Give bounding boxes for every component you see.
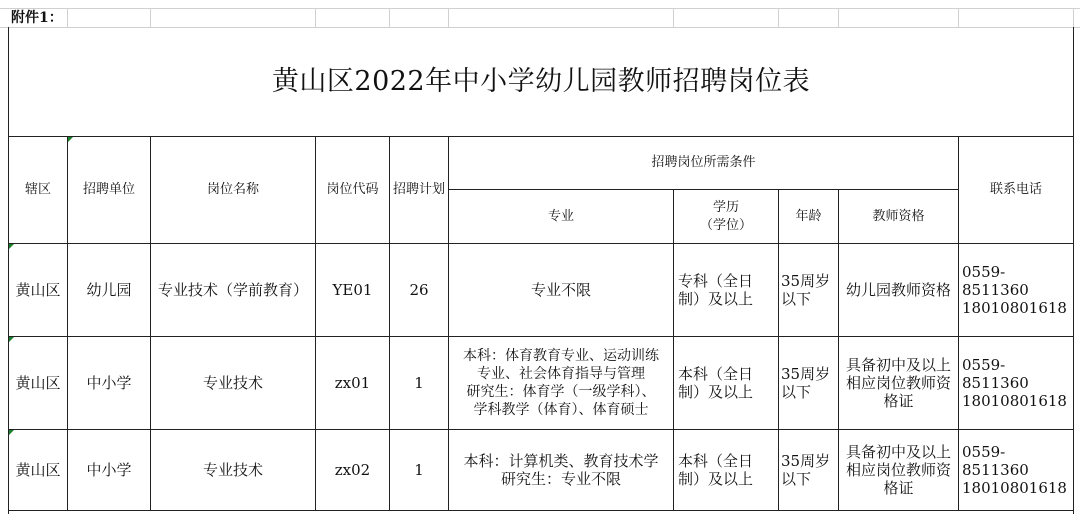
row2-position-code: zx01 — [334, 374, 371, 392]
header-position-code: 岗位代码 — [326, 182, 379, 197]
row2-unit: 中小学 — [86, 374, 132, 392]
row1-major-line: 专业不限 — [530, 281, 591, 299]
row3-major — [449, 430, 673, 510]
header-education-line2: （学位） — [699, 217, 752, 233]
row1-phone-line: 18010801618 — [962, 299, 1067, 317]
row2-phone-line: 0559-8511360 — [962, 356, 1029, 392]
row2-position-name: 专业技术 — [202, 374, 263, 392]
row2-major — [449, 337, 673, 429]
row2-phone — [959, 337, 1073, 429]
row2-major-line: 专业、社会体育指导与管理 — [477, 366, 645, 382]
attachment-label: 附件1： — [11, 10, 63, 26]
row3-education — [674, 430, 778, 510]
row2-qualification-line: 相应岗位教师资 — [845, 374, 951, 392]
row3-qualification-line: 相应岗位教师资 — [845, 461, 951, 479]
header-qualification: 教师资格 — [872, 208, 925, 224]
header-unit: 招聘单位 — [82, 182, 135, 197]
row1-age — [779, 244, 838, 336]
row3-phone-line: 0559-8511360 — [962, 443, 1029, 479]
row1-phone-line: 0559-8511360 — [962, 263, 1029, 299]
row2-education-line: 制）及以上 — [678, 383, 754, 401]
row2-major-line: 研究生：体育学（一级学科）、 — [466, 384, 656, 400]
header-plan: 招聘计划 — [392, 182, 445, 197]
row1-major — [449, 244, 673, 336]
row3-education-line: 制）及以上 — [678, 470, 754, 488]
row1-age-line: 35周岁 — [781, 272, 831, 290]
row3-major-line: 本科：计算机类、教育技术学 — [463, 452, 659, 470]
row3-position-name: 专业技术 — [202, 461, 263, 479]
row3-qualification — [839, 430, 958, 510]
row2-education — [674, 337, 778, 429]
row3-position-code: zx02 — [334, 461, 371, 479]
row3-age-line: 35周岁 — [781, 452, 831, 470]
row2-district: 黄山区 — [15, 374, 61, 392]
row2-qualification — [839, 337, 958, 429]
row1-position-name: 专业技术（学前教育） — [157, 281, 308, 299]
row1-position-code: YE01 — [332, 281, 373, 299]
row1-education — [674, 244, 778, 336]
row3-phone — [959, 430, 1073, 510]
row3-age — [779, 430, 838, 510]
row2-plan: 1 — [414, 374, 424, 392]
row3-qualification-line: 格证 — [883, 479, 914, 497]
row2-education-line: 本科（全日 — [678, 365, 754, 383]
row3-unit: 中小学 — [86, 461, 132, 479]
row2-age-line: 以下 — [781, 383, 812, 401]
row1-unit: 幼儿园 — [86, 281, 132, 299]
row2-major-line: 学科教学（体育）、体育硕士 — [473, 402, 649, 418]
row3-age-line: 以下 — [781, 470, 812, 488]
row2-age-line: 35周岁 — [781, 365, 831, 383]
header-education — [674, 190, 778, 243]
row1-district: 黄山区 — [15, 281, 61, 299]
header-position-name: 岗位名称 — [206, 182, 259, 197]
row1-age-line: 以下 — [781, 290, 812, 308]
row1-plan: 26 — [409, 281, 429, 299]
row3-district: 黄山区 — [15, 461, 61, 479]
row3-qualification-line: 具备初中及以上 — [845, 443, 951, 461]
row1-education-line: 专科（全日 — [678, 272, 754, 290]
row3-plan: 1 — [414, 461, 424, 479]
page-title: 黄山区2022年中小学幼儿园教师招聘岗位表 — [271, 66, 811, 97]
header-major: 专业 — [547, 208, 574, 224]
row2-phone-line: 18010801618 — [962, 392, 1067, 410]
header-district: 辖区 — [24, 182, 51, 197]
row1-qualification-line: 幼儿园教师资格 — [845, 281, 951, 299]
header-contact: 联系电话 — [989, 182, 1042, 197]
row3-education-line: 本科（全日 — [678, 452, 754, 470]
header-age: 年龄 — [795, 208, 822, 224]
header-education-line1: 学历 — [712, 199, 739, 215]
row2-major-line: 本科：体育教育专业、运动训练 — [463, 348, 659, 364]
row3-phone-line: 18010801618 — [962, 479, 1067, 497]
row1-education-line: 制）及以上 — [678, 290, 754, 308]
header-conditions: 招聘岗位所需条件 — [651, 155, 756, 170]
row1-phone — [959, 244, 1073, 336]
row3-major-line: 研究生：专业不限 — [500, 470, 621, 488]
row2-qualification-line: 具备初中及以上 — [845, 356, 951, 374]
row2-age — [779, 337, 838, 429]
row2-qualification-line: 格证 — [883, 392, 914, 410]
row1-qualification — [839, 244, 958, 336]
